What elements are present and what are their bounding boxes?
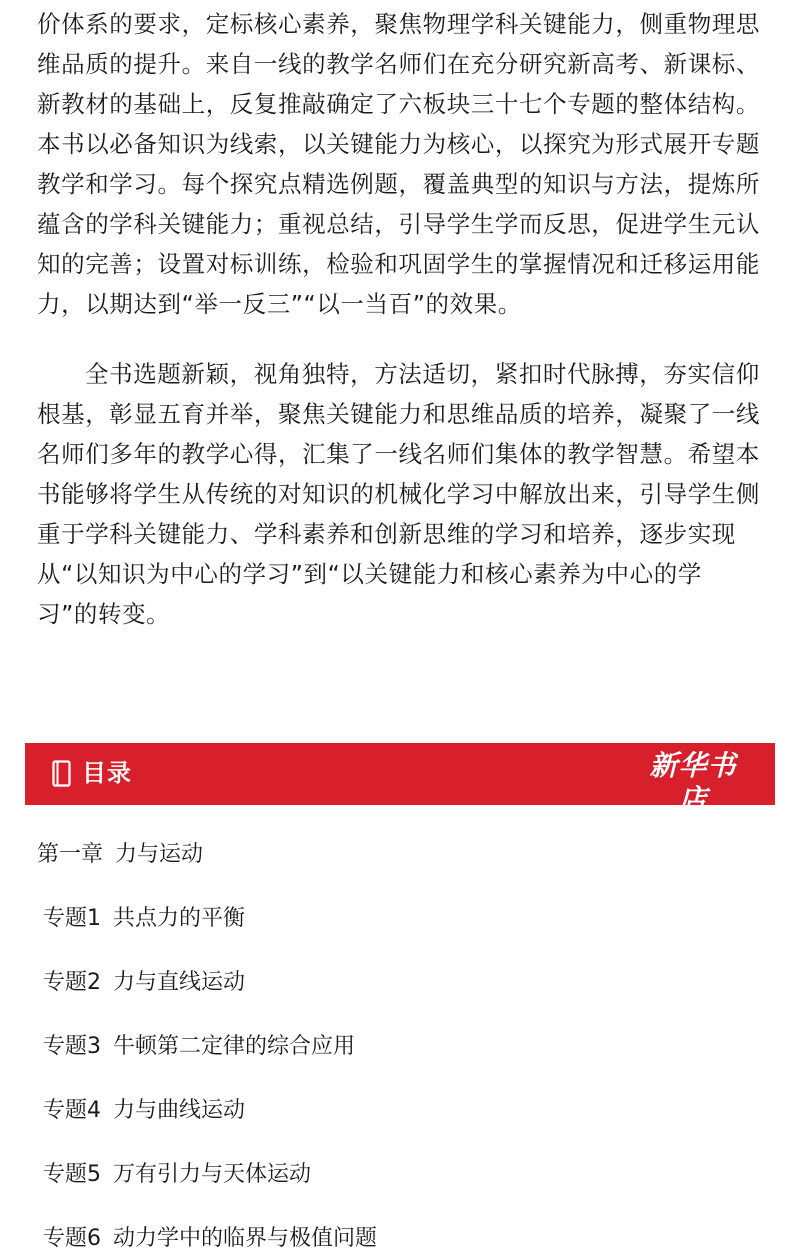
paragraph-line: 教学和学习。每个探究点精选例题，覆盖典型的知识与方法，提炼所 [37,170,760,198]
toc-topic-2[interactable] [43,968,245,998]
paragraph-line: 知的完善；设置对标训练，检验和巩固学生的掌握情况和迁移运用能 [37,250,760,278]
intro-paragraph-1 [37,4,765,324]
paragraph-line: 重于学科关键能力、学科素养和创新思维的学习和培养，逐步实现 [37,520,736,548]
paragraph-line: 书能够将学生从传统的对知识的机械化学习中解放出来，引导学生侧 [37,480,760,508]
paragraph-line: 名师们多年的教学心得，汇集了一线名师们集体的教学智慧。希望本 [37,440,760,468]
topic-label: 专题2 [43,970,101,995]
topic-label: 专题3 [43,1034,101,1059]
toc-banner [25,743,775,826]
paragraph-line: 蕴含的学科关键能力；重视总结，引导学生学而反思，促进学生元认 [37,210,760,238]
toc-topic-4[interactable] [43,1096,245,1126]
paragraph-line: 新教材的基础上，反复推敲确定了六板块三十七个专题的整体结构。 [37,90,760,118]
paragraph-line: 全书选题新颖，视角独特，方法适切，紧扣时代脉搏，夯实信仰 [85,360,760,388]
topic-title: 动力学中的临界与极值问题 [113,1226,378,1251]
topic-label: 专题4 [43,1098,101,1123]
topic-title: 共点力的平衡 [113,906,246,931]
paragraph-line: 习”的转变。 [37,600,171,628]
toc-topic-3[interactable] [43,1032,355,1062]
topic-title: 力与直线运动 [113,970,246,995]
logo-chinese-text: 新华书店 [649,749,737,816]
paragraph-line: 根基，彰显五育并举，聚焦关键能力和思维品质的培养，凝聚了一线 [37,400,760,428]
toc-title: 目录 [82,759,132,787]
toc-chapter-1[interactable] [37,840,203,870]
topic-title: 万有引力与天体运动 [113,1162,312,1187]
logo-english-text: XINHUA BOOKSTORE [644,818,742,826]
book-icon [52,760,71,787]
paragraph-line: 力，以期达到“举一反三”“以一当百”的效果。 [37,290,522,318]
chapter-title: 力与运动 [115,842,204,867]
paragraph-line: 本书以必备知识为线索，以关键能力为核心，以探究为形式展开专题 [37,130,760,158]
topic-title: 力与曲线运动 [113,1098,246,1123]
paragraph-line: 维品质的提升。来自一线的教学名师们在充分研究新高考、新课标、 [37,50,760,78]
toc-topic-6[interactable] [43,1224,377,1254]
intro-text [37,4,765,634]
topic-label: 专题5 [43,1162,101,1187]
intro-paragraph-2 [37,354,765,634]
paragraph-line: 从“以知识为中心的学习”到“以关键能力和核心素养为中心的学 [37,560,702,588]
xinhua-bookstore-logo [637,749,749,826]
topic-label: 专题1 [43,906,101,931]
toc-topic-5[interactable] [43,1160,311,1190]
topic-title: 牛顿第二定律的综合应用 [113,1034,356,1059]
paragraph-line: 价体系的要求，定标核心素养，聚焦物理学科关键能力，侧重物理思 [37,10,760,38]
toc-topic-1[interactable] [43,904,245,934]
chapter-label: 第一章 [37,842,104,867]
topic-label: 专题6 [43,1226,101,1251]
